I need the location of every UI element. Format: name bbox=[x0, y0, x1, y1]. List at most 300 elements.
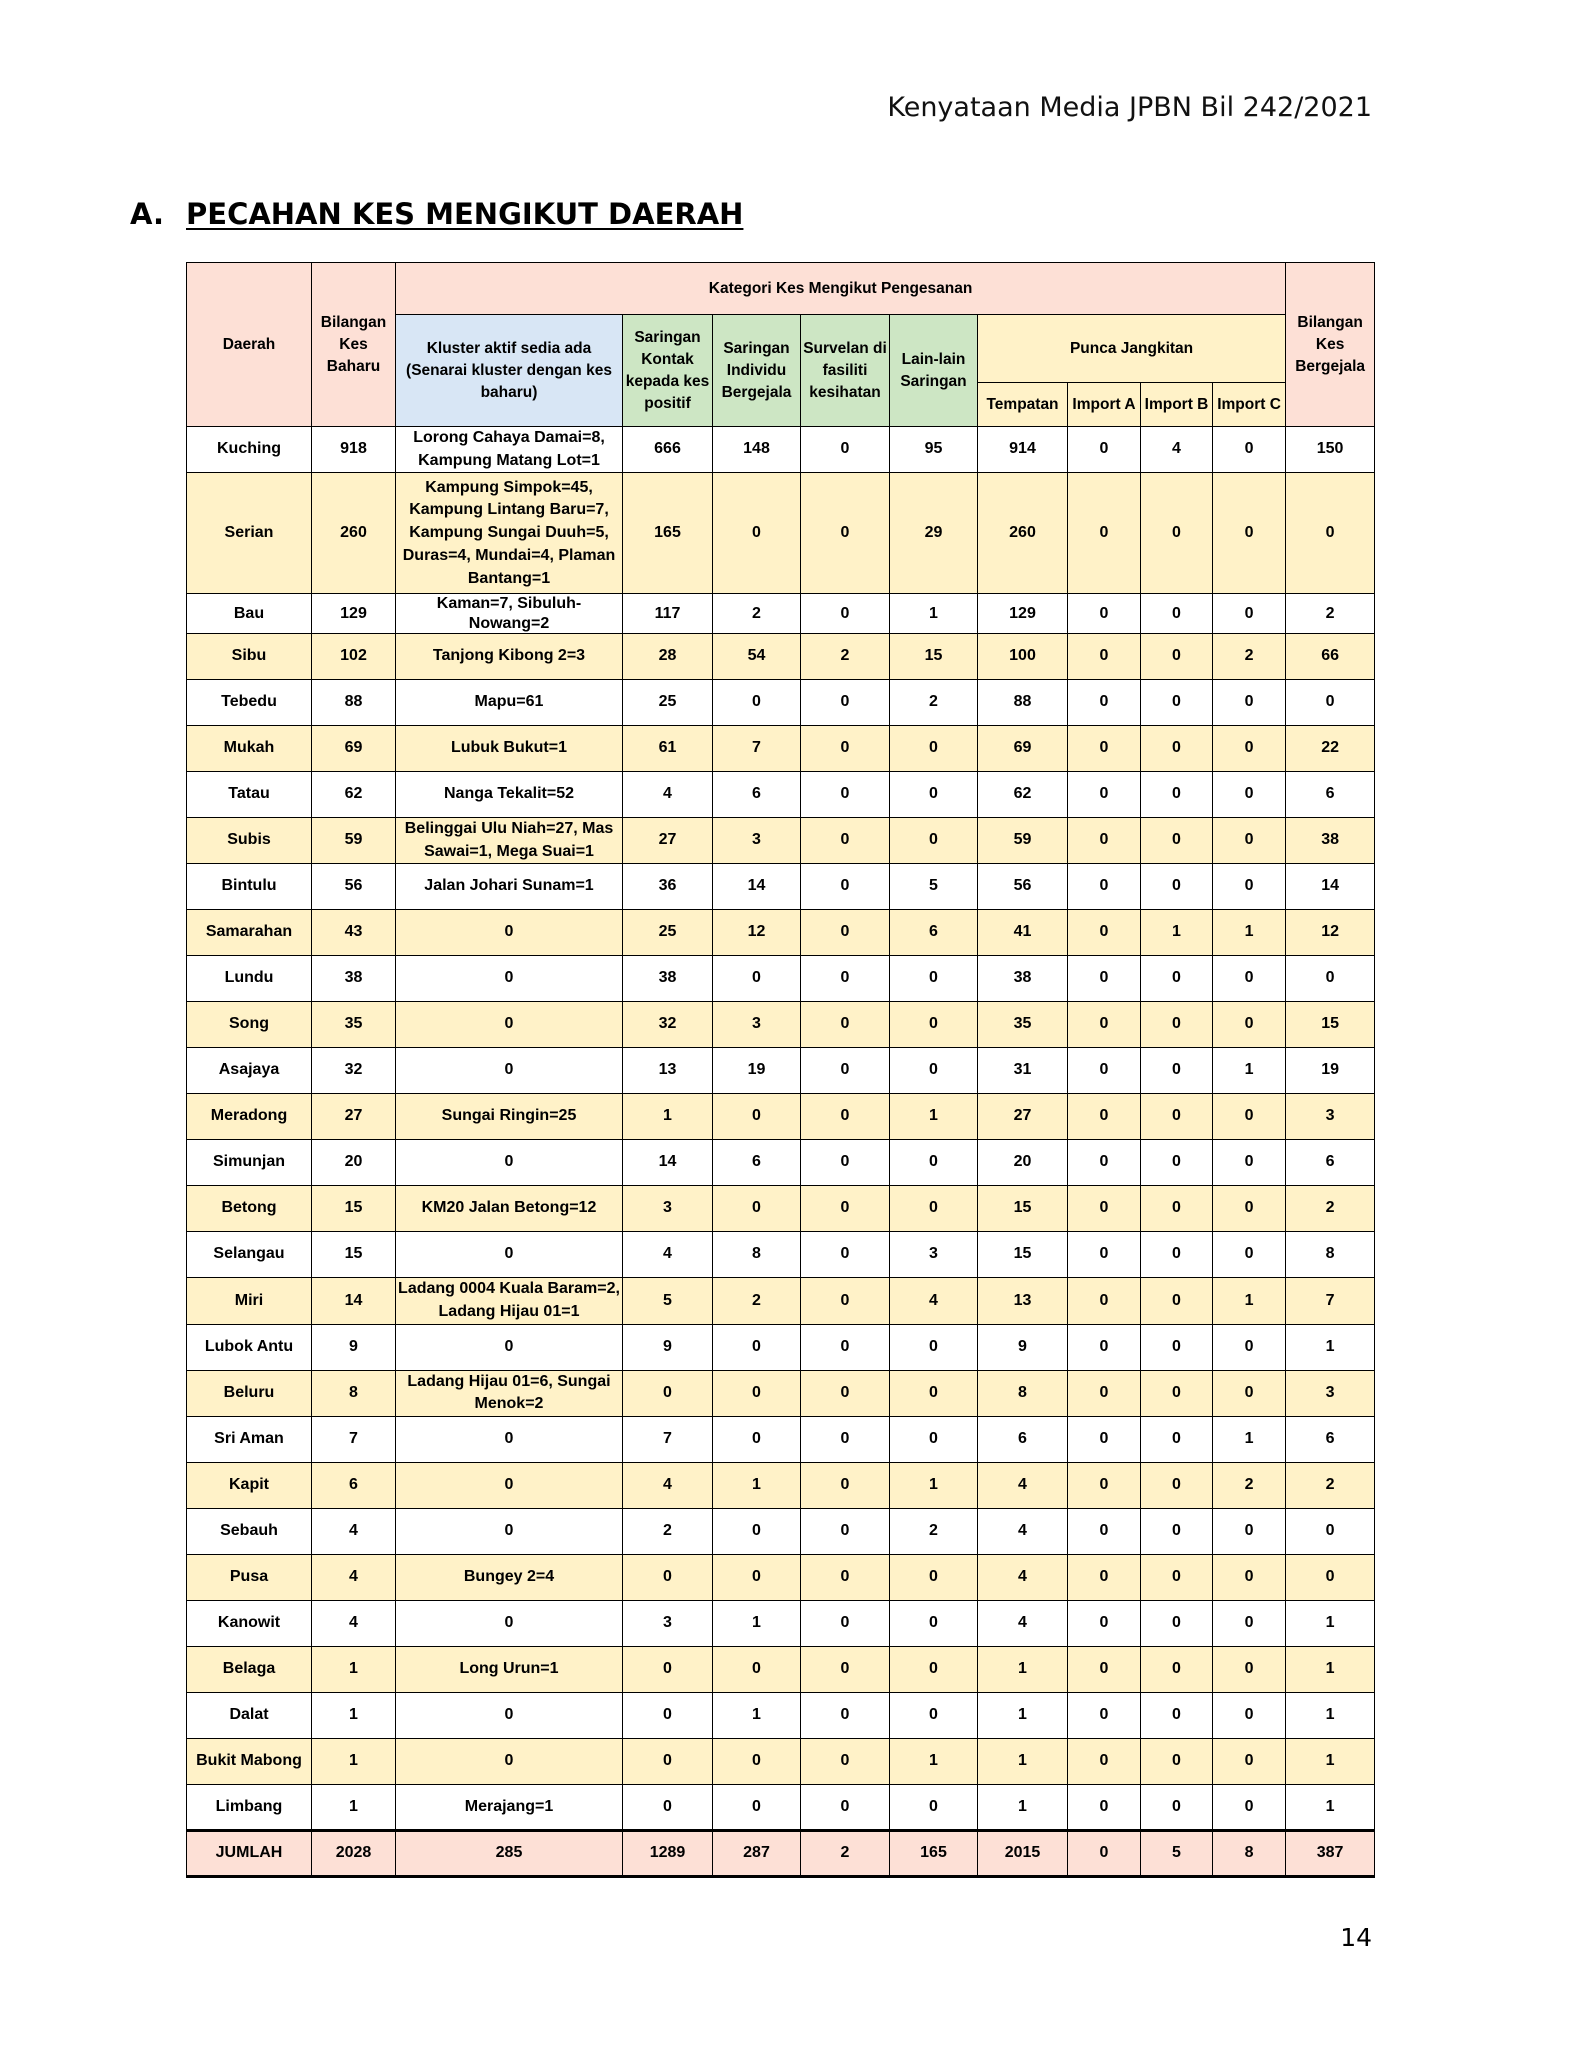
cell-daerah: Dalat bbox=[187, 1693, 312, 1739]
cell-saringan-kontak: 25 bbox=[623, 679, 713, 725]
cell-lain-lain: 0 bbox=[890, 1186, 978, 1232]
cell-import-a: 0 bbox=[1068, 1186, 1141, 1232]
cell-survelan: 0 bbox=[801, 1278, 890, 1324]
cell-saringan-individu: 8 bbox=[713, 1232, 801, 1278]
cell-import-a: 0 bbox=[1068, 1601, 1141, 1647]
total-kluster: 285 bbox=[396, 1831, 623, 1877]
cell-bilangan-kes-bergejala: 1 bbox=[1286, 1324, 1375, 1370]
cell-import-c: 0 bbox=[1213, 1232, 1286, 1278]
cell-daerah: Sri Aman bbox=[187, 1417, 312, 1463]
cell-survelan: 0 bbox=[801, 1232, 890, 1278]
cell-lain-lain: 5 bbox=[890, 864, 978, 910]
cell-saringan-individu: 1 bbox=[713, 1463, 801, 1509]
cell-kluster: Jalan Johari Sunam=1 bbox=[396, 864, 623, 910]
cell-import-c: 0 bbox=[1213, 1693, 1286, 1739]
cell-bilangan-kes-baharu: 129 bbox=[312, 594, 396, 633]
cell-bilangan-kes-baharu: 43 bbox=[312, 910, 396, 956]
cell-tempatan: 20 bbox=[978, 1140, 1068, 1186]
cell-import-b: 4 bbox=[1141, 427, 1213, 473]
cell-tempatan: 1 bbox=[978, 1739, 1068, 1785]
cell-import-a: 0 bbox=[1068, 633, 1141, 679]
cell-lain-lain: 1 bbox=[890, 1739, 978, 1785]
cell-saringan-individu: 0 bbox=[713, 473, 801, 594]
cell-bilangan-kes-bergejala: 14 bbox=[1286, 864, 1375, 910]
header-tempatan: Tempatan bbox=[978, 383, 1068, 427]
cell-tempatan: 914 bbox=[978, 427, 1068, 473]
cell-import-a: 0 bbox=[1068, 1324, 1141, 1370]
cell-import-b: 0 bbox=[1141, 1002, 1213, 1048]
cell-kluster: Merajang=1 bbox=[396, 1785, 623, 1831]
cell-daerah: Bau bbox=[187, 594, 312, 633]
cell-survelan: 0 bbox=[801, 427, 890, 473]
cell-lain-lain: 1 bbox=[890, 1094, 978, 1140]
total-daerah: JUMLAH bbox=[187, 1831, 312, 1877]
cell-bilangan-kes-bergejala: 0 bbox=[1286, 1509, 1375, 1555]
cell-tempatan: 129 bbox=[978, 594, 1068, 633]
cell-bilangan-kes-bergejala: 2 bbox=[1286, 1463, 1375, 1509]
cell-tempatan: 4 bbox=[978, 1509, 1068, 1555]
table-body bbox=[187, 427, 1375, 1877]
cell-tempatan: 31 bbox=[978, 1048, 1068, 1094]
cell-bilangan-kes-baharu: 8 bbox=[312, 1370, 396, 1416]
cell-import-c: 0 bbox=[1213, 725, 1286, 771]
cell-daerah: Bukit Mabong bbox=[187, 1739, 312, 1785]
cell-survelan: 0 bbox=[801, 956, 890, 1002]
cell-daerah: Selangau bbox=[187, 1232, 312, 1278]
cell-daerah: Tebedu bbox=[187, 679, 312, 725]
total-import-b: 5 bbox=[1141, 1831, 1213, 1877]
table-row bbox=[187, 679, 1375, 725]
cell-bilangan-kes-bergejala: 6 bbox=[1286, 1417, 1375, 1463]
total-bilangan-kes-baharu: 2028 bbox=[312, 1831, 396, 1877]
total-lain-lain: 165 bbox=[890, 1831, 978, 1877]
cell-kluster: Ladang 0004 Kuala Baram=2, Ladang Hijau 01=1 bbox=[396, 1278, 623, 1324]
cell-saringan-kontak: 3 bbox=[623, 1186, 713, 1232]
cell-saringan-individu: 0 bbox=[713, 956, 801, 1002]
cell-import-b: 0 bbox=[1141, 1693, 1213, 1739]
cell-saringan-individu: 3 bbox=[713, 817, 801, 863]
cell-lain-lain: 0 bbox=[890, 1555, 978, 1601]
cell-lain-lain: 2 bbox=[890, 1509, 978, 1555]
cell-import-c: 1 bbox=[1213, 1417, 1286, 1463]
cell-saringan-kontak: 0 bbox=[623, 1785, 713, 1831]
cell-saringan-kontak: 27 bbox=[623, 817, 713, 863]
table-row bbox=[187, 1463, 1375, 1509]
cell-tempatan: 1 bbox=[978, 1647, 1068, 1693]
cell-bilangan-kes-bergejala: 0 bbox=[1286, 1555, 1375, 1601]
cell-daerah: Song bbox=[187, 1002, 312, 1048]
cell-daerah: Miri bbox=[187, 1278, 312, 1324]
cell-lain-lain: 29 bbox=[890, 473, 978, 594]
cell-lain-lain: 0 bbox=[890, 1048, 978, 1094]
cell-tempatan: 27 bbox=[978, 1094, 1068, 1140]
cell-import-a: 0 bbox=[1068, 594, 1141, 633]
cell-bilangan-kes-baharu: 15 bbox=[312, 1232, 396, 1278]
cell-tempatan: 260 bbox=[978, 473, 1068, 594]
cell-daerah: Tatau bbox=[187, 771, 312, 817]
cell-saringan-individu: 1 bbox=[713, 1601, 801, 1647]
cell-tempatan: 9 bbox=[978, 1324, 1068, 1370]
cell-saringan-individu: 0 bbox=[713, 1785, 801, 1831]
cell-survelan: 0 bbox=[801, 1509, 890, 1555]
cell-import-c: 1 bbox=[1213, 910, 1286, 956]
cell-lain-lain: 6 bbox=[890, 910, 978, 956]
cell-bilangan-kes-baharu: 15 bbox=[312, 1186, 396, 1232]
cell-lain-lain: 0 bbox=[890, 956, 978, 1002]
cell-kluster: Tanjong Kibong 2=3 bbox=[396, 633, 623, 679]
section-title bbox=[130, 197, 743, 231]
cell-import-a: 0 bbox=[1068, 1509, 1141, 1555]
cell-survelan: 0 bbox=[801, 1693, 890, 1739]
cell-saringan-individu: 0 bbox=[713, 1324, 801, 1370]
cell-import-c: 0 bbox=[1213, 1555, 1286, 1601]
header-saringan-kontak: Saringan Kontak kepada kes positif bbox=[623, 315, 713, 427]
cell-daerah: Sibu bbox=[187, 633, 312, 679]
cell-import-b: 0 bbox=[1141, 1647, 1213, 1693]
total-import-a: 0 bbox=[1068, 1831, 1141, 1877]
cell-import-a: 0 bbox=[1068, 1140, 1141, 1186]
cell-saringan-individu: 0 bbox=[713, 1647, 801, 1693]
cell-lain-lain: 1 bbox=[890, 594, 978, 633]
cell-kluster: 0 bbox=[396, 1739, 623, 1785]
cell-import-a: 0 bbox=[1068, 1555, 1141, 1601]
cell-bilangan-kes-bergejala: 2 bbox=[1286, 594, 1375, 633]
cell-bilangan-kes-baharu: 1 bbox=[312, 1739, 396, 1785]
cell-import-b: 0 bbox=[1141, 864, 1213, 910]
table-row bbox=[187, 771, 1375, 817]
cell-kluster: 0 bbox=[396, 1601, 623, 1647]
cell-tempatan: 59 bbox=[978, 817, 1068, 863]
cell-lain-lain: 0 bbox=[890, 771, 978, 817]
section-letter: A. bbox=[130, 197, 164, 231]
cell-import-a: 0 bbox=[1068, 1693, 1141, 1739]
header-survelan: Survelan di fasiliti kesihatan bbox=[801, 315, 890, 427]
header-kategori: Kategori Kes Mengikut Pengesanan bbox=[396, 263, 1286, 315]
cell-saringan-kontak: 5 bbox=[623, 1278, 713, 1324]
cell-lain-lain: 0 bbox=[890, 1370, 978, 1416]
header-bilangan-kes-baharu: Bilangan Kes Baharu bbox=[312, 263, 396, 427]
cell-saringan-kontak: 0 bbox=[623, 1693, 713, 1739]
cell-daerah: Betong bbox=[187, 1186, 312, 1232]
cell-tempatan: 4 bbox=[978, 1601, 1068, 1647]
cell-bilangan-kes-baharu: 1 bbox=[312, 1647, 396, 1693]
cell-tempatan: 100 bbox=[978, 633, 1068, 679]
cell-saringan-kontak: 165 bbox=[623, 473, 713, 594]
cell-survelan: 0 bbox=[801, 594, 890, 633]
cell-bilangan-kes-baharu: 6 bbox=[312, 1463, 396, 1509]
cell-import-b: 0 bbox=[1141, 679, 1213, 725]
cell-import-c: 0 bbox=[1213, 817, 1286, 863]
cell-survelan: 0 bbox=[801, 1647, 890, 1693]
table-row bbox=[187, 1324, 1375, 1370]
table-row bbox=[187, 1739, 1375, 1785]
cell-daerah: Kanowit bbox=[187, 1601, 312, 1647]
cell-tempatan: 8 bbox=[978, 1370, 1068, 1416]
cell-saringan-kontak: 4 bbox=[623, 1232, 713, 1278]
table-row bbox=[187, 864, 1375, 910]
table-row bbox=[187, 817, 1375, 863]
cell-saringan-individu: 7 bbox=[713, 725, 801, 771]
cell-tempatan: 1 bbox=[978, 1785, 1068, 1831]
cell-bilangan-kes-baharu: 56 bbox=[312, 864, 396, 910]
cell-kluster: Nanga Tekalit=52 bbox=[396, 771, 623, 817]
cell-saringan-kontak: 4 bbox=[623, 771, 713, 817]
cell-import-c: 0 bbox=[1213, 956, 1286, 1002]
cell-lain-lain: 0 bbox=[890, 1002, 978, 1048]
cell-saringan-individu: 19 bbox=[713, 1048, 801, 1094]
header-kluster: Kluster aktif sedia ada (Senarai kluster dengan kes baharu) bbox=[396, 315, 623, 427]
cell-lain-lain: 0 bbox=[890, 1324, 978, 1370]
cell-import-a: 0 bbox=[1068, 817, 1141, 863]
cell-bilangan-kes-baharu: 88 bbox=[312, 679, 396, 725]
header-bilangan-kes-bergejala: Bilangan Kes Bergejala bbox=[1286, 263, 1375, 427]
cell-bilangan-kes-bergejala: 0 bbox=[1286, 956, 1375, 1002]
cell-saringan-individu: 1 bbox=[713, 1693, 801, 1739]
table-row bbox=[187, 1232, 1375, 1278]
cell-saringan-individu: 2 bbox=[713, 594, 801, 633]
cell-import-c: 0 bbox=[1213, 1601, 1286, 1647]
cell-tempatan: 41 bbox=[978, 910, 1068, 956]
cell-bilangan-kes-bergejala: 6 bbox=[1286, 1140, 1375, 1186]
cell-bilangan-kes-baharu: 260 bbox=[312, 473, 396, 594]
cell-survelan: 0 bbox=[801, 1555, 890, 1601]
cell-lain-lain: 2 bbox=[890, 679, 978, 725]
cell-saringan-kontak: 3 bbox=[623, 1601, 713, 1647]
cell-bilangan-kes-bergejala: 1 bbox=[1286, 1601, 1375, 1647]
cell-import-b: 0 bbox=[1141, 1739, 1213, 1785]
cell-bilangan-kes-bergejala: 1 bbox=[1286, 1785, 1375, 1831]
total-saringan-individu: 287 bbox=[713, 1831, 801, 1877]
cell-import-c: 0 bbox=[1213, 1370, 1286, 1416]
cell-bilangan-kes-bergejala: 38 bbox=[1286, 817, 1375, 863]
total-tempatan: 2015 bbox=[978, 1831, 1068, 1877]
cell-kluster: 0 bbox=[396, 1463, 623, 1509]
cell-lain-lain: 0 bbox=[890, 1785, 978, 1831]
cell-import-c: 1 bbox=[1213, 1048, 1286, 1094]
total-row bbox=[187, 1831, 1375, 1877]
cell-bilangan-kes-bergejala: 1 bbox=[1286, 1739, 1375, 1785]
cell-bilangan-kes-bergejala: 6 bbox=[1286, 771, 1375, 817]
cell-import-a: 0 bbox=[1068, 956, 1141, 1002]
cell-bilangan-kes-baharu: 32 bbox=[312, 1048, 396, 1094]
cell-import-b: 0 bbox=[1141, 594, 1213, 633]
cell-import-c: 0 bbox=[1213, 473, 1286, 594]
cell-lain-lain: 1 bbox=[890, 1463, 978, 1509]
cell-kluster: 0 bbox=[396, 1002, 623, 1048]
cell-import-a: 0 bbox=[1068, 864, 1141, 910]
cell-tempatan: 13 bbox=[978, 1278, 1068, 1324]
cell-daerah: Subis bbox=[187, 817, 312, 863]
cell-survelan: 0 bbox=[801, 1002, 890, 1048]
header-lain-lain: Lain-lain Saringan bbox=[890, 315, 978, 427]
cell-daerah: Pusa bbox=[187, 1555, 312, 1601]
cell-bilangan-kes-bergejala: 7 bbox=[1286, 1278, 1375, 1324]
cell-survelan: 0 bbox=[801, 1140, 890, 1186]
cell-import-b: 0 bbox=[1141, 1509, 1213, 1555]
table-row bbox=[187, 1140, 1375, 1186]
cell-daerah: Belaga bbox=[187, 1647, 312, 1693]
cell-survelan: 0 bbox=[801, 817, 890, 863]
cell-tempatan: 4 bbox=[978, 1463, 1068, 1509]
cell-import-b: 0 bbox=[1141, 1463, 1213, 1509]
cell-import-a: 0 bbox=[1068, 1647, 1141, 1693]
cell-tempatan: 62 bbox=[978, 771, 1068, 817]
cell-tempatan: 35 bbox=[978, 1002, 1068, 1048]
cell-bilangan-kes-baharu: 102 bbox=[312, 633, 396, 679]
cell-kluster: 0 bbox=[396, 1417, 623, 1463]
cell-lain-lain: 0 bbox=[890, 1601, 978, 1647]
cell-import-c: 0 bbox=[1213, 1509, 1286, 1555]
cell-tempatan: 69 bbox=[978, 725, 1068, 771]
cell-import-a: 0 bbox=[1068, 1463, 1141, 1509]
cell-import-a: 0 bbox=[1068, 1417, 1141, 1463]
cell-import-b: 0 bbox=[1141, 1186, 1213, 1232]
cell-saringan-individu: 0 bbox=[713, 1417, 801, 1463]
cell-bilangan-kes-bergejala: 0 bbox=[1286, 679, 1375, 725]
cell-tempatan: 56 bbox=[978, 864, 1068, 910]
cell-bilangan-kes-baharu: 1 bbox=[312, 1785, 396, 1831]
table-row bbox=[187, 473, 1375, 594]
cell-bilangan-kes-baharu: 4 bbox=[312, 1601, 396, 1647]
cell-import-b: 0 bbox=[1141, 1417, 1213, 1463]
cell-survelan: 0 bbox=[801, 1370, 890, 1416]
cell-kluster: 0 bbox=[396, 1140, 623, 1186]
cell-saringan-individu: 3 bbox=[713, 1002, 801, 1048]
cell-daerah: Bintulu bbox=[187, 864, 312, 910]
cell-survelan: 0 bbox=[801, 473, 890, 594]
cell-bilangan-kes-bergejala: 12 bbox=[1286, 910, 1375, 956]
cell-kluster: Lubuk Bukut=1 bbox=[396, 725, 623, 771]
cell-kluster: Sungai Ringin=25 bbox=[396, 1094, 623, 1140]
cell-import-b: 0 bbox=[1141, 1601, 1213, 1647]
cell-import-b: 0 bbox=[1141, 1232, 1213, 1278]
table-row bbox=[187, 1647, 1375, 1693]
cell-daerah: Samarahan bbox=[187, 910, 312, 956]
cell-saringan-kontak: 61 bbox=[623, 725, 713, 771]
cell-bilangan-kes-baharu: 38 bbox=[312, 956, 396, 1002]
cell-survelan: 0 bbox=[801, 725, 890, 771]
cell-survelan: 0 bbox=[801, 1739, 890, 1785]
table-row bbox=[187, 1509, 1375, 1555]
cell-bilangan-kes-bergejala: 0 bbox=[1286, 473, 1375, 594]
cell-bilangan-kes-bergejala: 1 bbox=[1286, 1647, 1375, 1693]
cell-bilangan-kes-bergejala: 3 bbox=[1286, 1094, 1375, 1140]
table-row bbox=[187, 1370, 1375, 1416]
cell-import-c: 2 bbox=[1213, 633, 1286, 679]
cell-import-c: 0 bbox=[1213, 771, 1286, 817]
header-import-a: Import A bbox=[1068, 383, 1141, 427]
cell-import-a: 0 bbox=[1068, 1370, 1141, 1416]
cell-saringan-kontak: 14 bbox=[623, 1140, 713, 1186]
cell-saringan-kontak: 666 bbox=[623, 427, 713, 473]
cell-import-b: 0 bbox=[1141, 1785, 1213, 1831]
cell-tempatan: 15 bbox=[978, 1232, 1068, 1278]
table-row bbox=[187, 427, 1375, 473]
table-row bbox=[187, 956, 1375, 1002]
cell-import-b: 0 bbox=[1141, 1555, 1213, 1601]
cell-import-b: 0 bbox=[1141, 1094, 1213, 1140]
header-import-c: Import C bbox=[1213, 383, 1286, 427]
cell-kluster: 0 bbox=[396, 1693, 623, 1739]
cell-bilangan-kes-baharu: 35 bbox=[312, 1002, 396, 1048]
cell-import-a: 0 bbox=[1068, 427, 1141, 473]
cell-saringan-kontak: 36 bbox=[623, 864, 713, 910]
cell-survelan: 0 bbox=[801, 771, 890, 817]
cell-saringan-kontak: 38 bbox=[623, 956, 713, 1002]
table-row bbox=[187, 1693, 1375, 1739]
cell-saringan-individu: 14 bbox=[713, 864, 801, 910]
cell-saringan-kontak: 13 bbox=[623, 1048, 713, 1094]
cell-import-a: 0 bbox=[1068, 771, 1141, 817]
cell-import-b: 0 bbox=[1141, 473, 1213, 594]
cell-import-c: 0 bbox=[1213, 1647, 1286, 1693]
cases-by-district-table bbox=[186, 262, 1375, 1878]
cell-lain-lain: 0 bbox=[890, 1693, 978, 1739]
cell-saringan-kontak: 32 bbox=[623, 1002, 713, 1048]
cell-saringan-individu: 0 bbox=[713, 1094, 801, 1140]
header-punca-jangkitan: Punca Jangkitan bbox=[978, 315, 1286, 383]
cell-import-a: 0 bbox=[1068, 910, 1141, 956]
cell-bilangan-kes-baharu: 4 bbox=[312, 1509, 396, 1555]
cell-import-a: 0 bbox=[1068, 1232, 1141, 1278]
cell-daerah: Beluru bbox=[187, 1370, 312, 1416]
cell-survelan: 0 bbox=[801, 1186, 890, 1232]
cell-bilangan-kes-baharu: 9 bbox=[312, 1324, 396, 1370]
cell-survelan: 0 bbox=[801, 679, 890, 725]
cell-bilangan-kes-baharu: 20 bbox=[312, 1140, 396, 1186]
cell-import-c: 1 bbox=[1213, 1278, 1286, 1324]
cell-kluster: 0 bbox=[396, 1232, 623, 1278]
cell-bilangan-kes-baharu: 14 bbox=[312, 1278, 396, 1324]
table-row bbox=[187, 910, 1375, 956]
cell-bilangan-kes-bergejala: 15 bbox=[1286, 1002, 1375, 1048]
cell-lain-lain: 0 bbox=[890, 1140, 978, 1186]
cell-saringan-individu: 0 bbox=[713, 1739, 801, 1785]
cell-kluster: 0 bbox=[396, 910, 623, 956]
cell-daerah: Kuching bbox=[187, 427, 312, 473]
cell-import-b: 0 bbox=[1141, 771, 1213, 817]
header-saringan-individu: Saringan Individu Bergejala bbox=[713, 315, 801, 427]
cell-lain-lain: 0 bbox=[890, 817, 978, 863]
table-row bbox=[187, 1278, 1375, 1324]
cell-import-c: 0 bbox=[1213, 864, 1286, 910]
cell-import-a: 0 bbox=[1068, 1739, 1141, 1785]
cell-import-b: 0 bbox=[1141, 1370, 1213, 1416]
cell-bilangan-kes-bergejala: 2 bbox=[1286, 1186, 1375, 1232]
cell-daerah: Mukah bbox=[187, 725, 312, 771]
cell-bilangan-kes-bergejala: 19 bbox=[1286, 1048, 1375, 1094]
cell-daerah: Sebauh bbox=[187, 1509, 312, 1555]
cell-bilangan-kes-baharu: 59 bbox=[312, 817, 396, 863]
cell-import-b: 0 bbox=[1141, 725, 1213, 771]
cell-bilangan-kes-bergejala: 3 bbox=[1286, 1370, 1375, 1416]
cell-survelan: 0 bbox=[801, 1094, 890, 1140]
cell-lain-lain: 0 bbox=[890, 725, 978, 771]
total-survelan: 2 bbox=[801, 1831, 890, 1877]
cell-import-c: 0 bbox=[1213, 1739, 1286, 1785]
cell-lain-lain: 15 bbox=[890, 633, 978, 679]
cell-saringan-kontak: 1 bbox=[623, 1094, 713, 1140]
cell-kluster: 0 bbox=[396, 1509, 623, 1555]
cell-survelan: 0 bbox=[801, 864, 890, 910]
cell-survelan: 0 bbox=[801, 1785, 890, 1831]
cell-import-a: 0 bbox=[1068, 679, 1141, 725]
cell-import-c: 0 bbox=[1213, 594, 1286, 633]
total-saringan-kontak: 1289 bbox=[623, 1831, 713, 1877]
cell-daerah: Meradong bbox=[187, 1094, 312, 1140]
cell-saringan-individu: 0 bbox=[713, 1509, 801, 1555]
cell-kluster: Kaman=7, Sibuluh-Nowang=2 bbox=[396, 594, 623, 633]
